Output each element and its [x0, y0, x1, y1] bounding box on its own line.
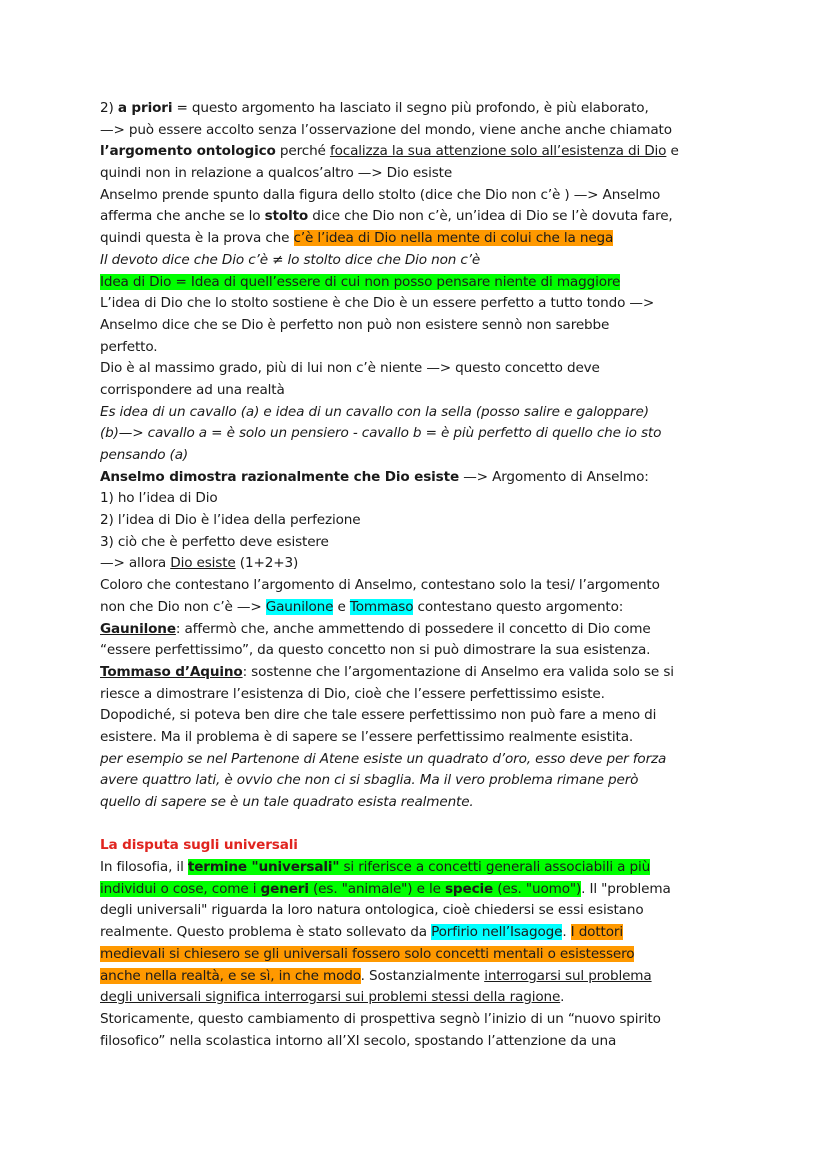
text-line: L’idea di Dio che lo stolto sostiene è che Dio è un essere perfetto a tutto tondo —>	[100, 295, 655, 312]
text-line: Tommaso d’Aquino: sostenne che l’argomentazione di Anselmo era valida solo se si	[100, 663, 674, 680]
text-line: In filosofia, il termine "universali" si riferisce a concetti generali associabili a più	[100, 859, 651, 876]
text-line: riesce a dimostrare l’esistenza di Dio, cioè che l’essere perfettissimo esiste.	[100, 685, 605, 702]
highlight-green: Idea di Dio = Idea di quell’essere di cui non posso pensare niente di maggiore	[100, 273, 621, 290]
text-line: quello di sapere se è un tale quadrato esista realmente.	[100, 794, 474, 810]
text-line: degli universali" riguarda la loro natura ontologica, cioè chiedersi se essi esistano	[100, 902, 644, 919]
list-item: 1) ho l’idea di Dio	[100, 490, 218, 507]
text-line: Es idea di un cavallo (a) e idea di un cavallo con la sella (posso salire e galoppare)	[100, 403, 649, 420]
highlight-orange: c’è l’idea di Dio nella mente di colui che la nega	[293, 230, 614, 247]
highlight-orange: medievali si chiesero se gli universali fossero solo concetti mentali o esistessero	[100, 945, 635, 962]
text-line: —> può essere accolto senza l’osservazione del mondo, viene anche anche chiamato	[100, 121, 672, 138]
text-line: Anselmo prende spunto dalla figura dello stolto (dice che Dio non c’è ) —> Anselmo	[100, 186, 661, 203]
text-line: per esempio se nel Partenone di Atene esiste un quadrato d’oro, esso deve per forza	[100, 750, 667, 767]
text-line: l’argomento ontologico perché focalizza la sua attenzione solo all’esistenza di Dio e	[100, 143, 679, 160]
text-line: (b)—> cavallo a = è solo un pensiero - cavallo b = è più perfetto di quello che io sto	[100, 425, 662, 442]
text-line: quindi questa è la prova che c’è l’idea di Dio nella mente di colui che la nega	[100, 230, 614, 247]
text-line: non che Dio non c’è —> Gaunilone e Tommaso contestano questo argomento:	[100, 598, 624, 615]
text-line: “essere perfettissimo”, da questo concetto non si può dimostrare la sua esistenza.	[100, 642, 651, 659]
list-item: 2) l’idea di Dio è l’idea della perfezione	[100, 512, 361, 529]
text-line: individui o cose, come i generi (es. "animale") e le specie (es. "uomo"). Il "problema	[100, 880, 671, 897]
highlight-green: termine "universali" si riferisce a concetti generali associabili a più	[187, 859, 651, 876]
highlight-orange: I dottori	[570, 924, 623, 941]
text-line: avere quattro lati, è ovvio che non ci si sbaglia. Ma il vero problema rimane però	[100, 772, 639, 789]
text-line: Storicamente, questo cambiamento di prospettiva segnò l’inizio di un “nuovo spirito	[100, 1010, 661, 1027]
text-line	[100, 944, 740, 966]
spacer	[100, 814, 740, 836]
text-line: Anselmo dice che se Dio è perfetto non può non esistere sennò non sarebbe	[100, 316, 610, 333]
text-line: corrispondere ad una realtà	[100, 381, 285, 398]
text-line: pensando (a)	[100, 447, 189, 463]
text-line: esistere. Ma il problema è di sapere se l’essere perfettissimo realmente esistita.	[100, 728, 634, 745]
text-line: Anselmo dimostra razionalmente che Dio esiste —> Argomento di Anselmo:	[100, 468, 649, 485]
text-line: Coloro che contestano l’argomento di Anselmo, contestano solo la tesi/ l’argomento	[100, 577, 660, 594]
text-line: degli universali significa interrogarsi sui problemi stessi della ragione.	[100, 989, 565, 1006]
text-line: anche nella realtà, e se sì, in che modo. Sostanzialmente interrogarsi sul problema	[100, 967, 652, 984]
text-line: Il devoto dice che Dio c’è ≠ lo stolto dice che Dio non c’è	[100, 251, 481, 268]
text-line: afferma che anche se lo stolto dice che Dio non c’è, un’idea di Dio se l’è dovuta fare,	[100, 208, 673, 225]
list-item: 3) ciò che è perfetto deve esistere	[100, 533, 329, 550]
highlight-orange: anche nella realtà, e se sì, in che modo	[100, 967, 361, 984]
text-line: Dio è al massimo grado, più di lui non c’è niente —> questo concetto deve	[100, 360, 600, 377]
highlight-cyan: Porfirio nell’Isagoge	[431, 924, 563, 941]
document-body	[100, 98, 740, 1052]
text-line: —> allora Dio esiste (1+2+3)	[100, 555, 299, 572]
text-line: quindi non in relazione a qualcos’altro —> Dio esiste	[100, 165, 453, 182]
text-line: perfetto.	[100, 338, 158, 355]
highlight-cyan: Tommaso	[349, 598, 414, 615]
text-line: realmente. Questo problema è stato sollevato da Porfirio nell’Isagoge. I dottori	[100, 924, 623, 941]
text-line: filosofico” nella scolastica intorno all’XI secolo, spostando l’attenzione da una	[100, 1032, 617, 1049]
text-line: Dopodiché, si poteva ben dire che tale essere perfettissimo non può fare a meno di	[100, 707, 657, 724]
text-line: 2) a priori = questo argomento ha lasciato il segno più profondo, è più elaborato,	[100, 100, 649, 116]
highlight-green: individui o cose, come i generi (es. "animale") e le specie (es. "uomo")	[100, 880, 582, 897]
text-line: Gaunilone: affermò che, anche ammettendo di possedere il concetto di Dio come	[100, 620, 651, 637]
text-line	[100, 272, 740, 294]
section-heading: La disputa sugli universali	[100, 837, 298, 854]
highlight-cyan: Gaunilone	[265, 598, 334, 615]
